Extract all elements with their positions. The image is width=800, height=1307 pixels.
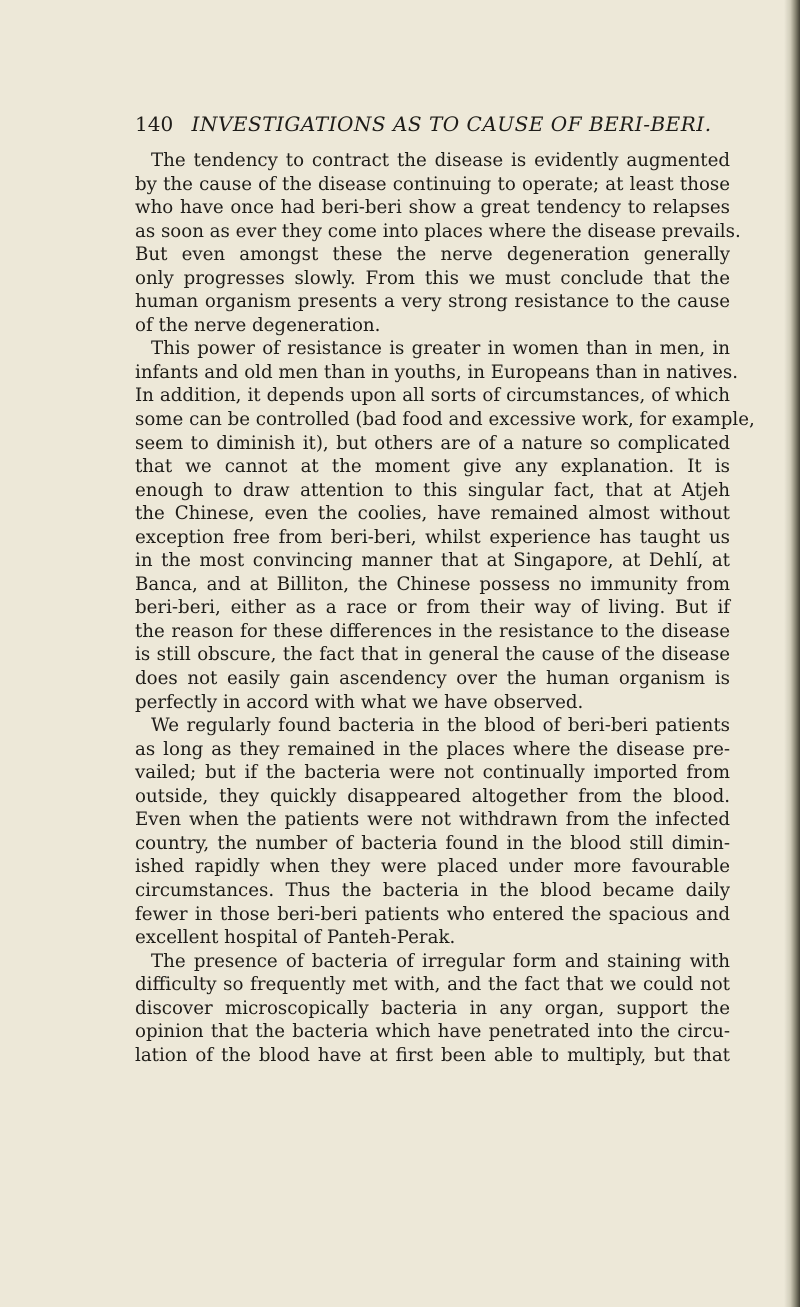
page-header [135,108,735,140]
text-line: The presence of bacteria of irregular form and staining with [151,950,730,972]
body-text [135,149,755,1067]
text-line: as long as they remained in the places where the disease pre- [135,738,730,760]
text-line: enough to draw attention to this singular fact, that at Atjeh [135,479,730,501]
text-line: We regularly found bacteria in the blood of beri-beri patients [151,715,730,737]
text-line: Banca, and at Billiton, the Chinese possess no immunity from [135,573,730,595]
text-line: is still obscure, the fact that in general the cause of the disease [135,644,730,666]
text-line: perfectly in accord with what we have observed. [135,691,584,713]
text-line: vailed; but if the bacteria were not continually imported from [135,762,730,784]
text-line: fewer in those beri-beri patients who entered the spacious and [135,903,730,925]
text-line: that we cannot at the moment give any explanation. It is [135,456,730,478]
text-line: the Chinese, even the coolies, have remained almost without [135,503,730,525]
text-line: But even amongst these the nerve degeneration generally [135,244,730,266]
text-line: human organism presents a very strong resistance to the cause [135,291,730,313]
text-line: does not easily gain ascendency over the human organism is [135,668,730,690]
text-line: lation of the blood have at first been able to multiply, but that [135,1044,730,1066]
text-line: exception free from beri-beri, whilst experience has taught us [135,526,730,548]
page-number: 140 [135,112,174,136]
text-line: ished rapidly when they were placed under more favourable [135,856,730,878]
text-line: outside, they quickly disappeared altogether from the blood. [135,785,730,807]
text-line: in the most convincing manner that at Singapore, at Dehlí, at [135,550,730,572]
text-line: some can be controlled (bad food and excessive work, for example, [135,409,755,431]
text-line: seem to diminish it), but others are of a nature so complicated [135,432,730,454]
running-title: INVESTIGATIONS AS TO CAUSE OF BERI-BERI. [191,112,712,136]
text-line: This power of resistance is greater in women than in men, in [151,338,730,360]
text-line: only progresses slowly. From this we must conclude that the [135,267,730,289]
text-line: circumstances. Thus the bacteria in the blood became daily [135,879,730,901]
text-line: the reason for these differences in the resistance to the disease [135,620,730,642]
text-line: The tendency to contract the disease is evidently augmented [151,150,730,171]
text-line: discover microscopically bacteria in any organ, support the [135,997,730,1019]
text-line: opinion that the bacteria which have penetrated into the circu- [135,1021,730,1043]
text-line: excellent hospital of Panteh-Perak. [135,927,456,949]
text-line: of the nerve degeneration. [135,314,381,336]
text-line: infants and old men than in youths, in Europeans than in natives. [135,361,738,383]
text-line: Even when the patients were not withdrawn from the infected [135,809,730,831]
text-line: beri-beri, either as a race or from their way of living. But if [135,597,730,619]
text-line: difficulty so frequently met with, and the fact that we could not [135,974,730,996]
text-line: who have once had beri-beri show a great tendency to relapses [135,197,730,219]
text-line: In addition, it depends upon all sorts of circumstances, of which [135,385,730,407]
text-line: as soon as ever they come into places where the disease prevails. [135,220,741,242]
text-line: country, the number of bacteria found in the blood still dimin- [135,832,730,854]
text-line: by the cause of the disease continuing to operate; at least those [135,173,730,195]
page-edge-shadow [784,0,800,1307]
